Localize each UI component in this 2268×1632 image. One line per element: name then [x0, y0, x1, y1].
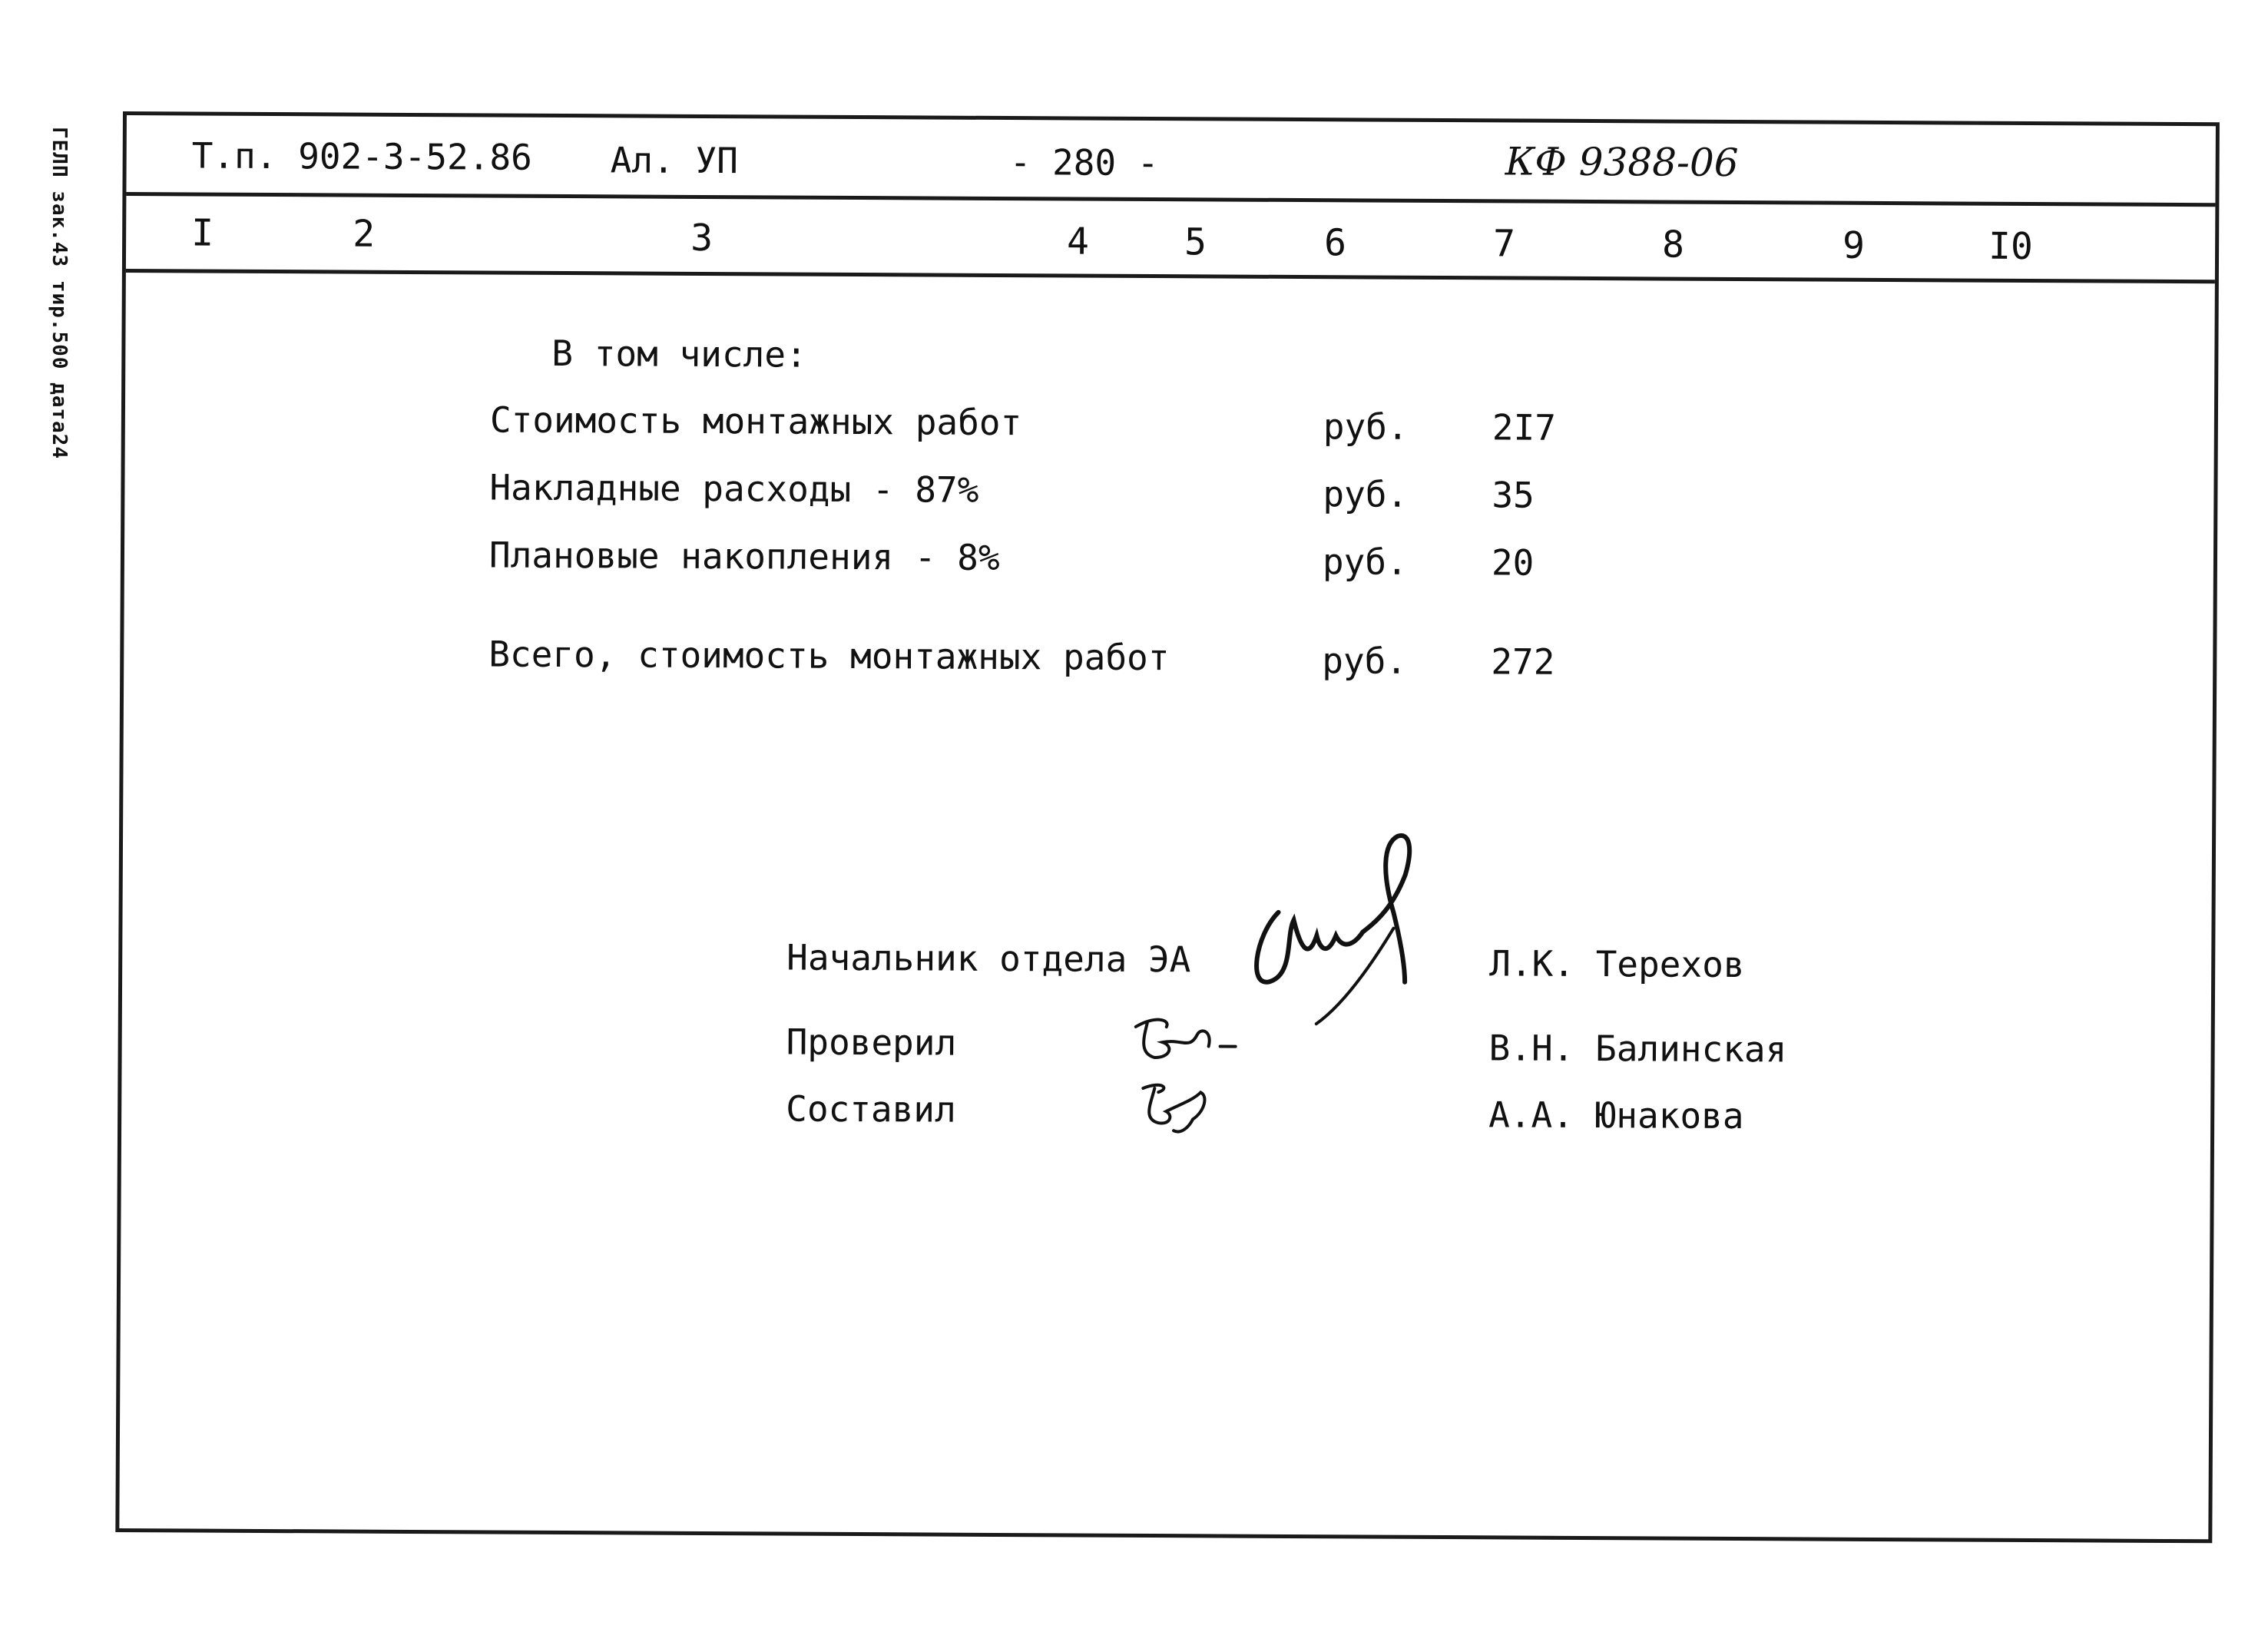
album-label: Ал. УП — [610, 139, 738, 182]
signature-role: Проверил — [786, 1021, 957, 1064]
column-number: 4 — [1066, 220, 1090, 263]
document-sheet — [115, 111, 2220, 1543]
column-number: 5 — [1184, 220, 1207, 264]
signature-role: Начальник отдела ЭА — [786, 936, 1191, 981]
column-number: I — [191, 211, 214, 255]
row-label: Плановые накопления - 8% — [488, 534, 1000, 578]
signature-name: В.Н. Балинская — [1488, 1027, 1787, 1071]
column-number: 2 — [353, 212, 376, 256]
row-label: Накладные расходы - 87% — [489, 466, 979, 511]
intro-text: В том числе: — [551, 332, 807, 376]
row-value: 2I7 — [1492, 406, 1557, 449]
row-label: Стоимость монтажных работ — [489, 399, 1022, 444]
row-value: 35 — [1492, 474, 1535, 516]
row-unit: руб. — [1323, 473, 1409, 515]
project-number: Т.п. 902-3-52.86 — [191, 134, 532, 178]
page-number: - 280 - — [1009, 141, 1159, 184]
column-number: 7 — [1492, 222, 1516, 266]
signature-mark — [1124, 1004, 1247, 1074]
row-value: 20 — [1491, 541, 1535, 584]
total-label: Всего, стоимость монтажных работ — [488, 633, 1170, 679]
document-code: КФ 9388-06 — [1505, 139, 1739, 186]
column-number: I0 — [1988, 224, 2034, 269]
row-unit: руб. — [1323, 406, 1409, 448]
column-number: 6 — [1323, 221, 1347, 265]
column-number: 9 — [1842, 223, 1866, 267]
total-unit: руб. — [1322, 640, 1408, 682]
column-number: 3 — [690, 216, 714, 260]
signature-name: А.А. Юнакова — [1488, 1094, 1744, 1137]
column-divider — [126, 269, 2215, 283]
row-unit: руб. — [1322, 541, 1408, 583]
signature-mark — [1240, 828, 1440, 1028]
signature-role: Составил — [786, 1087, 956, 1130]
signature-mark — [1127, 1073, 1235, 1143]
column-number: 8 — [1661, 223, 1685, 266]
header-divider — [126, 192, 2215, 207]
total-value: 272 — [1491, 641, 1555, 683]
signature-name: Л.К. Терехов — [1489, 942, 1745, 986]
print-stamp: ГЕЛП зак.43 тир.500 дата24 — [48, 127, 71, 459]
